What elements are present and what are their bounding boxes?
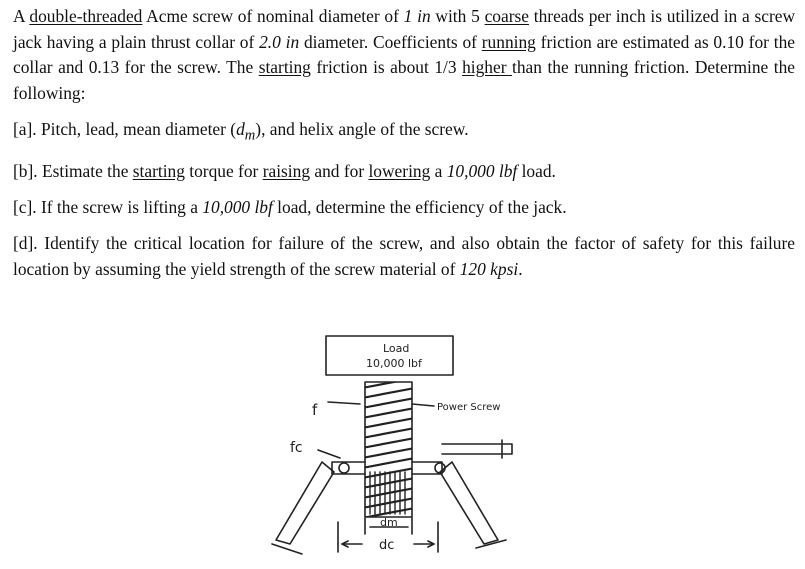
text-run: A [13,6,30,26]
text-run: lowering [368,161,431,182]
load-value: 10,000 lbf [366,357,422,370]
text-run: 2.0 in [259,31,300,52]
screw-jack-sketch [262,322,552,562]
fc-label: fc [290,440,303,456]
text-run: friction is about 1/3 [310,57,463,78]
text-run: 10,000 lbf [202,197,273,218]
part-d [13,231,795,282]
text-run: threads per inch is utilized in a screw jack having a plain thrust collar of [13,6,796,52]
text-run: diameter. Coefficients of [299,31,482,52]
text-run: m [244,127,256,144]
left-leg [276,462,334,544]
load-label: Load [383,342,410,355]
text-run: running [481,31,536,52]
text-run: higher [462,57,512,78]
dm-label: dm [380,516,398,529]
text-run: load, determine the efficiency of the jack. [272,197,567,218]
problem-statement [13,4,795,282]
text-run: with 5 [430,6,485,26]
text-run: double-threaded [29,6,143,26]
text-run: d [236,118,245,139]
dc-label: dc [379,538,395,553]
part-a [13,117,795,149]
text-run: [b]. Estimate the [13,161,133,182]
text-run: starting [132,161,185,182]
text-run: and for [310,161,369,182]
text-run: raising [262,161,311,182]
text-run: 10,000 lbf [446,161,518,182]
power-screw-label: Power Screw [437,402,501,413]
problem-intro [13,4,795,106]
text-run: [a]. Pitch, lead, mean diameter ( [13,118,237,139]
text-run: [d]. Identify the critical location for failure of the screw, and also obtain the factor of safety for this failure location by assuming the yield strength of the screw material of [13,233,795,279]
text-run: than the running friction. Determine the following: [13,57,795,103]
f-label: f [312,401,318,419]
text-run: torque for [184,161,263,182]
text-run: starting [258,57,311,78]
text-run: load. [517,161,556,182]
text-run: 120 kpsi [459,258,519,279]
text-run: . [518,258,523,279]
text-run: Acme screw of nominal diameter of [142,6,404,26]
text-run: a [430,161,447,182]
text-run: 1 in [403,6,431,26]
right-leg [440,462,498,544]
part-b [13,159,795,185]
text-run: friction are estimated as 0.10 for the collar and 0.13 for the screw. The [13,31,795,78]
left-pivot [339,463,349,473]
text-run: [c]. If the screw is lifting a [13,197,203,218]
part-c [13,195,795,221]
text-run: ), and helix angle of the screw. [255,118,469,139]
text-run: coarse [484,6,529,26]
